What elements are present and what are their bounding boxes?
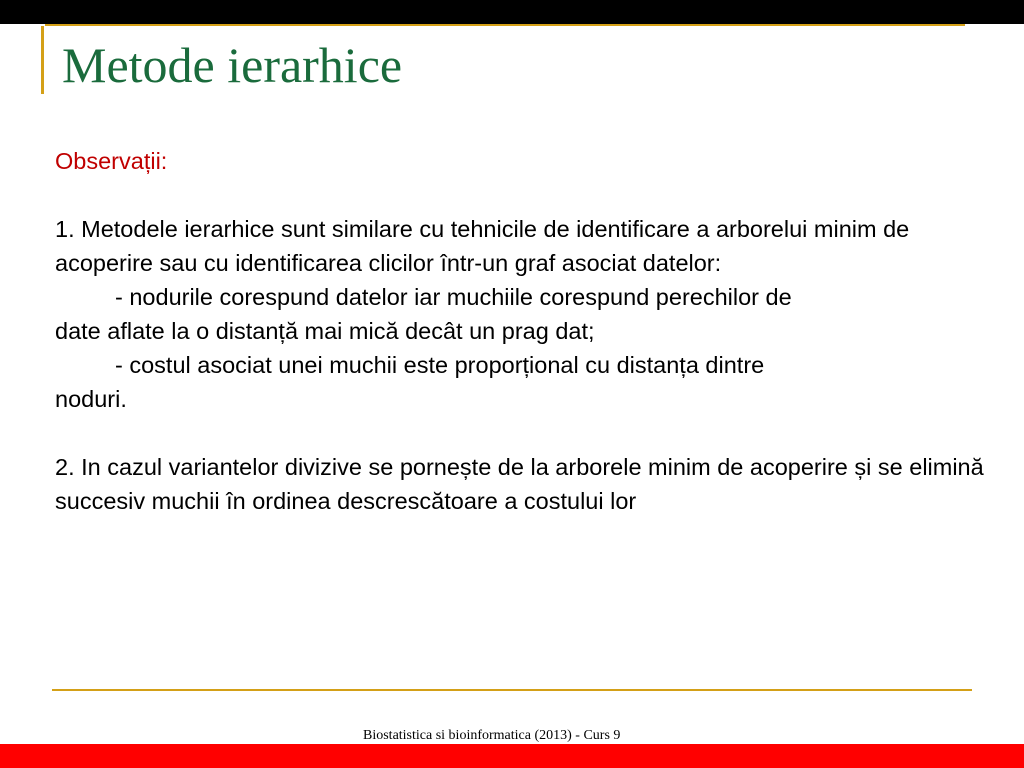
spacer xyxy=(55,178,1000,212)
point-1-bullet-2 xyxy=(55,348,1000,382)
spacer xyxy=(55,416,1000,450)
slide-title: Metode ierarhice xyxy=(62,37,403,93)
point-1-intro: 1. Metodele ierarhice sunt similare cu tehnicile de identificare a arborelui minim de acoperire sau cu identificarea clicilor într-un graf asociat datelor: xyxy=(55,216,910,276)
point-1-bullet-2-continuation: noduri. xyxy=(55,386,127,412)
point-2: 2. In cazul variantelor divizive se pornește de la arborele minim de acoperire și se elimină succesiv muchii în ordinea descrescătoare a costului lor xyxy=(55,454,984,514)
point-1-bullet-1 xyxy=(55,280,1000,314)
footer-text: Biostatistica si bioinformatica (2013) - Curs 9 xyxy=(363,728,621,743)
bottom-bar xyxy=(0,744,1024,768)
title-accent-bar xyxy=(41,26,44,94)
observations-heading: Observații: xyxy=(55,148,168,174)
bottom-divider xyxy=(52,689,972,691)
point-1-bullet-1-continuation: date aflate la o distanță mai mică decât un prag dat; xyxy=(55,318,595,344)
point-1-bullet-1-first-line: - nodurile corespund datelor iar muchiile corespund perechilor de xyxy=(115,284,792,310)
top-bar xyxy=(0,0,1024,24)
point-1-bullet-2-first-line: - costul asociat unei muchii este proporțional cu distanța dintre xyxy=(115,352,765,378)
slide-body xyxy=(55,144,1000,518)
top-divider xyxy=(45,24,965,26)
